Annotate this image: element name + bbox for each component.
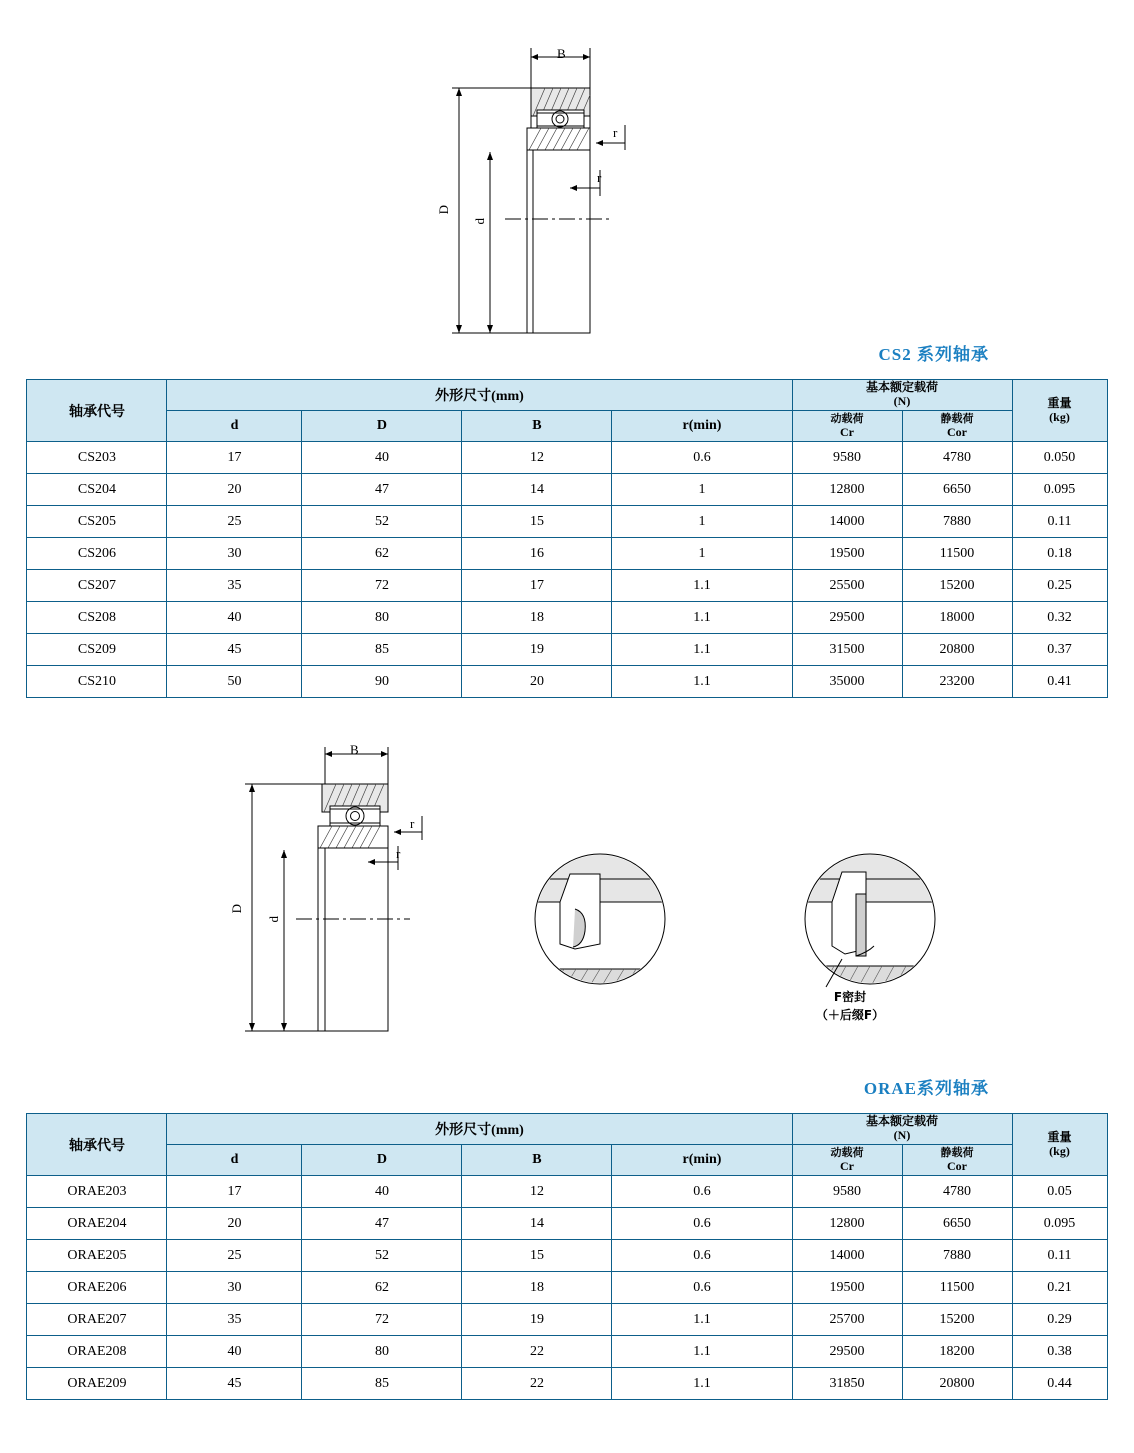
th-cr — [792, 411, 902, 442]
cell-D: 80 — [302, 602, 462, 634]
cell-B: 18 — [462, 602, 612, 634]
th-cr — [792, 1145, 902, 1176]
th-cor — [902, 411, 1012, 442]
th-B: B — [462, 1145, 612, 1176]
cell-weight: 0.095 — [1012, 474, 1107, 506]
cell-cr: 19500 — [792, 538, 902, 570]
cell-rmin: 0.6 — [612, 1240, 792, 1272]
cell-D: 52 — [302, 506, 462, 538]
cell-code: ORAE205 — [27, 1240, 167, 1272]
section-cs2 — [0, 0, 1134, 698]
bearing-cross-section-diagram-cs2 — [0, 0, 1134, 340]
th-dimensions: 外形尺寸(mm) — [167, 380, 792, 411]
cell-cor: 4780 — [902, 1176, 1012, 1208]
cell-B: 19 — [462, 1304, 612, 1336]
cell-rmin: 1.1 — [612, 1368, 792, 1400]
th-weight — [1012, 1114, 1107, 1176]
dim-label-B: B — [557, 46, 566, 61]
cell-B: 15 — [462, 506, 612, 538]
series-title-orae: ORAE系列轴承 — [863, 1079, 989, 1098]
cell-code: ORAE203 — [27, 1176, 167, 1208]
table-row — [27, 570, 1107, 602]
cell-D: 62 — [302, 1272, 462, 1304]
cell-code: CS207 — [27, 570, 167, 602]
cell-code: ORAE206 — [27, 1272, 167, 1304]
spec-table-cs2 — [26, 379, 1107, 698]
table-header-row-top — [27, 380, 1107, 411]
cell-d: 40 — [167, 1336, 302, 1368]
cell-d: 20 — [167, 1208, 302, 1240]
table-row — [27, 1272, 1107, 1304]
cell-weight: 0.11 — [1012, 506, 1107, 538]
table-row — [27, 442, 1107, 474]
cell-weight: 0.21 — [1012, 1272, 1107, 1304]
cell-cr: 12800 — [792, 474, 902, 506]
cell-rmin: 0.6 — [612, 1272, 792, 1304]
dim-label-B: B — [350, 742, 359, 757]
cell-cr: 31500 — [792, 634, 902, 666]
cell-code: ORAE204 — [27, 1208, 167, 1240]
cell-d: 30 — [167, 538, 302, 570]
table-row — [27, 602, 1107, 634]
cell-B: 12 — [462, 442, 612, 474]
dim-label-D: D — [436, 205, 451, 215]
f-seal-caption — [780, 988, 920, 1024]
th-load — [792, 380, 1012, 411]
table-body-cs2 — [27, 442, 1107, 698]
cell-D: 52 — [302, 1240, 462, 1272]
cell-D: 40 — [302, 442, 462, 474]
cell-B: 15 — [462, 1240, 612, 1272]
cell-rmin: 1 — [612, 474, 792, 506]
cell-cr: 14000 — [792, 506, 902, 538]
cell-D: 90 — [302, 666, 462, 698]
cell-cr: 9580 — [792, 442, 902, 474]
th-B: B — [462, 411, 612, 442]
cell-d: 25 — [167, 1240, 302, 1272]
table-header-row-sub — [27, 1145, 1107, 1176]
cell-rmin: 1.1 — [612, 1304, 792, 1336]
cell-weight: 0.38 — [1012, 1336, 1107, 1368]
cell-cor: 15200 — [902, 570, 1012, 602]
cell-weight: 0.11 — [1012, 1240, 1107, 1272]
cell-cr: 25500 — [792, 570, 902, 602]
cell-cor: 11500 — [902, 538, 1012, 570]
cell-cor: 6650 — [902, 474, 1012, 506]
th-load-unit: (N) — [893, 1128, 911, 1142]
cell-B: 22 — [462, 1368, 612, 1400]
th-weight-text: 重量 — [1047, 1129, 1072, 1144]
cell-rmin: 1.1 — [612, 1336, 792, 1368]
th-weight-unit: (kg) — [1049, 409, 1070, 424]
cell-rmin: 1 — [612, 538, 792, 570]
th-cor-sym: Cor — [947, 1159, 967, 1173]
cell-weight: 0.25 — [1012, 570, 1107, 602]
cell-B: 14 — [462, 1208, 612, 1240]
cell-d: 20 — [167, 474, 302, 506]
cell-rmin: 1.1 — [612, 602, 792, 634]
th-weight-text: 重量 — [1047, 395, 1072, 410]
cell-weight: 0.44 — [1012, 1368, 1107, 1400]
cell-code: CS205 — [27, 506, 167, 538]
th-cr-cn: 动载荷 — [830, 1146, 864, 1160]
th-dimensions: 外形尺寸(mm) — [167, 1114, 792, 1145]
table-header-row-sub — [27, 411, 1107, 442]
cell-cor: 6650 — [902, 1208, 1012, 1240]
cell-B: 16 — [462, 538, 612, 570]
cell-D: 47 — [302, 1208, 462, 1240]
cell-weight: 0.095 — [1012, 1208, 1107, 1240]
cell-cr: 31850 — [792, 1368, 902, 1400]
cell-cr: 35000 — [792, 666, 902, 698]
cell-D: 72 — [302, 1304, 462, 1336]
cell-weight: 0.41 — [1012, 666, 1107, 698]
cell-B: 22 — [462, 1336, 612, 1368]
cell-code: ORAE208 — [27, 1336, 167, 1368]
cell-cor: 15200 — [902, 1304, 1012, 1336]
dim-label-D: D — [229, 904, 244, 914]
th-cr-sym: Cr — [840, 1159, 854, 1173]
table-body-orae — [27, 1176, 1107, 1400]
cell-cr: 14000 — [792, 1240, 902, 1272]
th-rmin: r(min) — [612, 411, 792, 442]
cell-cor: 20800 — [902, 1368, 1012, 1400]
cell-weight: 0.05 — [1012, 1176, 1107, 1208]
table-row — [27, 1336, 1107, 1368]
cell-cor: 4780 — [902, 442, 1012, 474]
cell-D: 80 — [302, 1336, 462, 1368]
th-cor — [902, 1145, 1012, 1176]
th-D: D — [302, 411, 462, 442]
cell-d: 45 — [167, 634, 302, 666]
section-orae — [0, 744, 1134, 1400]
cell-cr: 29500 — [792, 602, 902, 634]
cell-weight: 0.050 — [1012, 442, 1107, 474]
th-load-text: 基本额定载荷 — [866, 380, 939, 395]
cell-d: 17 — [167, 442, 302, 474]
th-cor-cn: 静载荷 — [940, 412, 974, 426]
cell-code: CS204 — [27, 474, 167, 506]
cell-rmin: 0.6 — [612, 1208, 792, 1240]
bearing-cross-section-diagram-orae — [0, 744, 1134, 1074]
cell-d: 45 — [167, 1368, 302, 1400]
table-header-row-top — [27, 1114, 1107, 1145]
table-row — [27, 506, 1107, 538]
th-load-text: 基本额定载荷 — [866, 1114, 939, 1129]
cell-D: 40 — [302, 1176, 462, 1208]
th-load-unit: (N) — [893, 394, 911, 408]
cell-code: ORAE207 — [27, 1304, 167, 1336]
cell-cor: 23200 — [902, 666, 1012, 698]
cs2-drawing-svg — [0, 0, 1134, 340]
cell-d: 35 — [167, 1304, 302, 1336]
cell-code: ORAE209 — [27, 1368, 167, 1400]
cell-cor: 18000 — [902, 602, 1012, 634]
cell-code: CS206 — [27, 538, 167, 570]
dim-label-r: r — [613, 125, 618, 140]
cell-d: 17 — [167, 1176, 302, 1208]
cell-weight: 0.37 — [1012, 634, 1107, 666]
orae-drawing-svg — [0, 744, 1134, 1074]
cell-weight: 0.29 — [1012, 1304, 1107, 1336]
cell-B: 14 — [462, 474, 612, 506]
cell-cor: 18200 — [902, 1336, 1012, 1368]
table-row — [27, 1176, 1107, 1208]
cell-B: 19 — [462, 634, 612, 666]
cell-rmin: 1.1 — [612, 666, 792, 698]
table-row — [27, 538, 1107, 570]
th-cor-sym: Cor — [947, 425, 967, 439]
table-row — [27, 1240, 1107, 1272]
cell-cr: 25700 — [792, 1304, 902, 1336]
dim-label-r: r — [410, 816, 415, 831]
th-D: D — [302, 1145, 462, 1176]
cell-d: 50 — [167, 666, 302, 698]
cell-d: 30 — [167, 1272, 302, 1304]
dim-label-d: d — [472, 218, 487, 225]
dim-label-d: d — [266, 916, 281, 923]
cell-cr: 9580 — [792, 1176, 902, 1208]
cell-weight: 0.18 — [1012, 538, 1107, 570]
spec-table-orae — [26, 1113, 1107, 1400]
cell-B: 12 — [462, 1176, 612, 1208]
th-code: 轴承代号 — [27, 380, 167, 442]
cell-B: 18 — [462, 1272, 612, 1304]
cell-D: 85 — [302, 634, 462, 666]
table-row — [27, 1368, 1107, 1400]
cell-d: 35 — [167, 570, 302, 602]
cell-rmin: 0.6 — [612, 442, 792, 474]
table-row — [27, 474, 1107, 506]
cell-code: CS209 — [27, 634, 167, 666]
table-row — [27, 666, 1107, 698]
cell-cor: 7880 — [902, 506, 1012, 538]
th-cr-sym: Cr — [840, 425, 854, 439]
cell-cr: 29500 — [792, 1336, 902, 1368]
cell-cr: 19500 — [792, 1272, 902, 1304]
dim-label-r1: r — [396, 846, 401, 861]
cell-cr: 12800 — [792, 1208, 902, 1240]
cell-weight: 0.32 — [1012, 602, 1107, 634]
th-cr-cn: 动载荷 — [830, 412, 864, 426]
cell-B: 17 — [462, 570, 612, 602]
cell-d: 40 — [167, 602, 302, 634]
cell-rmin: 0.6 — [612, 1176, 792, 1208]
table-row — [27, 1208, 1107, 1240]
cell-B: 20 — [462, 666, 612, 698]
cell-cor: 7880 — [902, 1240, 1012, 1272]
th-weight-unit: (kg) — [1049, 1143, 1070, 1158]
cell-code: CS203 — [27, 442, 167, 474]
series-title-cs2: CS2 系列轴承 — [878, 345, 989, 364]
cell-code: CS210 — [27, 666, 167, 698]
cell-D: 62 — [302, 538, 462, 570]
th-d: d — [167, 1145, 302, 1176]
cell-d: 25 — [167, 506, 302, 538]
th-load — [792, 1114, 1012, 1145]
th-code: 轴承代号 — [27, 1114, 167, 1176]
cell-D: 85 — [302, 1368, 462, 1400]
cell-rmin: 1.1 — [612, 634, 792, 666]
cell-rmin: 1.1 — [612, 570, 792, 602]
cell-code: CS208 — [27, 602, 167, 634]
th-d: d — [167, 411, 302, 442]
cell-cor: 20800 — [902, 634, 1012, 666]
f-seal-caption-line2: （＋后缀F） — [815, 1008, 885, 1022]
cell-D: 47 — [302, 474, 462, 506]
th-cor-cn: 静载荷 — [940, 1146, 974, 1160]
table-row — [27, 1304, 1107, 1336]
dim-label-r1: r — [597, 170, 602, 185]
cell-D: 72 — [302, 570, 462, 602]
table-row — [27, 634, 1107, 666]
cell-rmin: 1 — [612, 506, 792, 538]
th-weight — [1012, 380, 1107, 442]
cell-cor: 11500 — [902, 1272, 1012, 1304]
f-seal-caption-line1: F密封 — [833, 990, 867, 1004]
th-rmin: r(min) — [612, 1145, 792, 1176]
